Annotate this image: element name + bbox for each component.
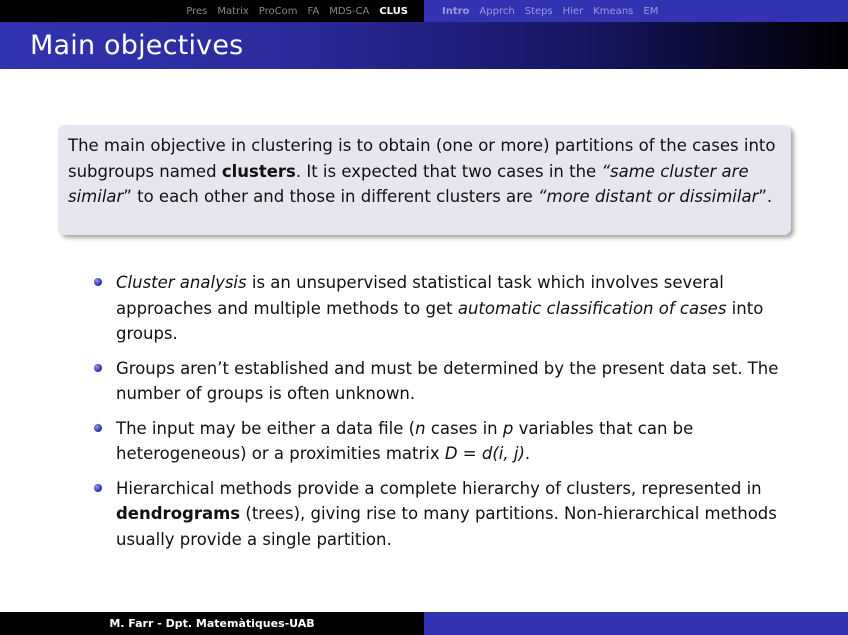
definition-text-part: ”. (758, 187, 773, 206)
slide-title: Main objectives (30, 30, 244, 61)
definition-text-part: The main objective in clustering is to obtain (one or more) partitions of the cases into subgroups named (68, 136, 776, 181)
bullet-text: Hierarchical methods provide a complete hierarchy of clusters, represented in (116, 478, 762, 498)
bullet-ball-icon (94, 484, 102, 492)
nav-subsection-apprch[interactable]: Apprch (479, 5, 515, 17)
bullet-list (94, 270, 794, 561)
bullet-ball-icon (94, 278, 102, 286)
math-proximity-matrix: D = d(i, j) (444, 444, 525, 463)
bullet-text: cases in (425, 418, 503, 438)
math-n: n (415, 418, 426, 438)
definition-text-part: . It is expected that two cases in the (295, 161, 602, 181)
frame-title-bar (0, 22, 848, 69)
bullet-item-hierarchical (94, 476, 794, 553)
nav-subsection-em[interactable]: EM (643, 5, 659, 17)
definition-text (68, 133, 781, 210)
definition-block (58, 125, 791, 235)
bullet-ball-icon (94, 364, 102, 372)
definition-text-part: ” to each other and those in different clusters are (123, 187, 538, 206)
term-cluster-analysis: Cluster analysis (116, 273, 247, 292)
bullet-text: (trees), giving rise to many partitions. Non-hierarchical methods usually provide a single partition. (116, 504, 777, 549)
bullet-item-input (94, 416, 794, 467)
footer-blank-panel (424, 612, 848, 635)
section-nav-left (0, 0, 424, 22)
nav-section-procom[interactable]: ProCom (258, 5, 298, 17)
bullet-item-cluster-analysis (94, 270, 794, 347)
phrase-more-distant: “more distant or dissimilar (537, 187, 759, 206)
nav-section-pres[interactable]: Pres (186, 5, 208, 17)
bullet-ball-icon (94, 424, 102, 432)
nav-subsection-kmeans[interactable]: Kmeans (593, 5, 634, 17)
nav-section-mds-ca[interactable]: MDS-CA (329, 5, 370, 17)
nav-section-clus[interactable]: CLUS (379, 5, 408, 17)
bullet-text: Groups aren’t established and must be determined by the present data set. The number of groups is often unknown. (116, 358, 779, 403)
footer-author-panel (0, 612, 424, 635)
subsection-nav-right (424, 0, 848, 22)
nav-subsection-intro[interactable]: Intro (442, 5, 470, 17)
phrase-automatic-classification: automatic classification of cases (457, 298, 727, 318)
bullet-item-groups (94, 356, 794, 407)
footer-bar (0, 612, 848, 635)
bullet-text: into groups. (116, 298, 764, 343)
bullet-text: The input may be either a data file ( (116, 418, 416, 438)
footer-author: M. Farr - Dpt. Matemàtiques-UAB (109, 617, 315, 630)
bullet-text: variables that can be heterogeneous) or a proximities matrix (116, 418, 694, 463)
term-clusters: clusters (221, 161, 296, 181)
math-p: p (502, 418, 514, 438)
nav-section-matrix[interactable]: Matrix (217, 5, 249, 17)
bullet-text: is an unsupervised statistical task which involves several approaches and multiple methods to get (116, 273, 724, 318)
term-dendrograms: dendrograms (116, 504, 241, 523)
phrase-same-cluster: “same cluster are similar (68, 161, 749, 206)
section-navigation-bar (0, 0, 848, 22)
bullet-text: . (524, 444, 531, 463)
nav-section-fa[interactable]: FA (307, 5, 320, 17)
nav-subsection-steps[interactable]: Steps (524, 5, 553, 17)
nav-subsection-hier[interactable]: Hier (562, 5, 584, 17)
